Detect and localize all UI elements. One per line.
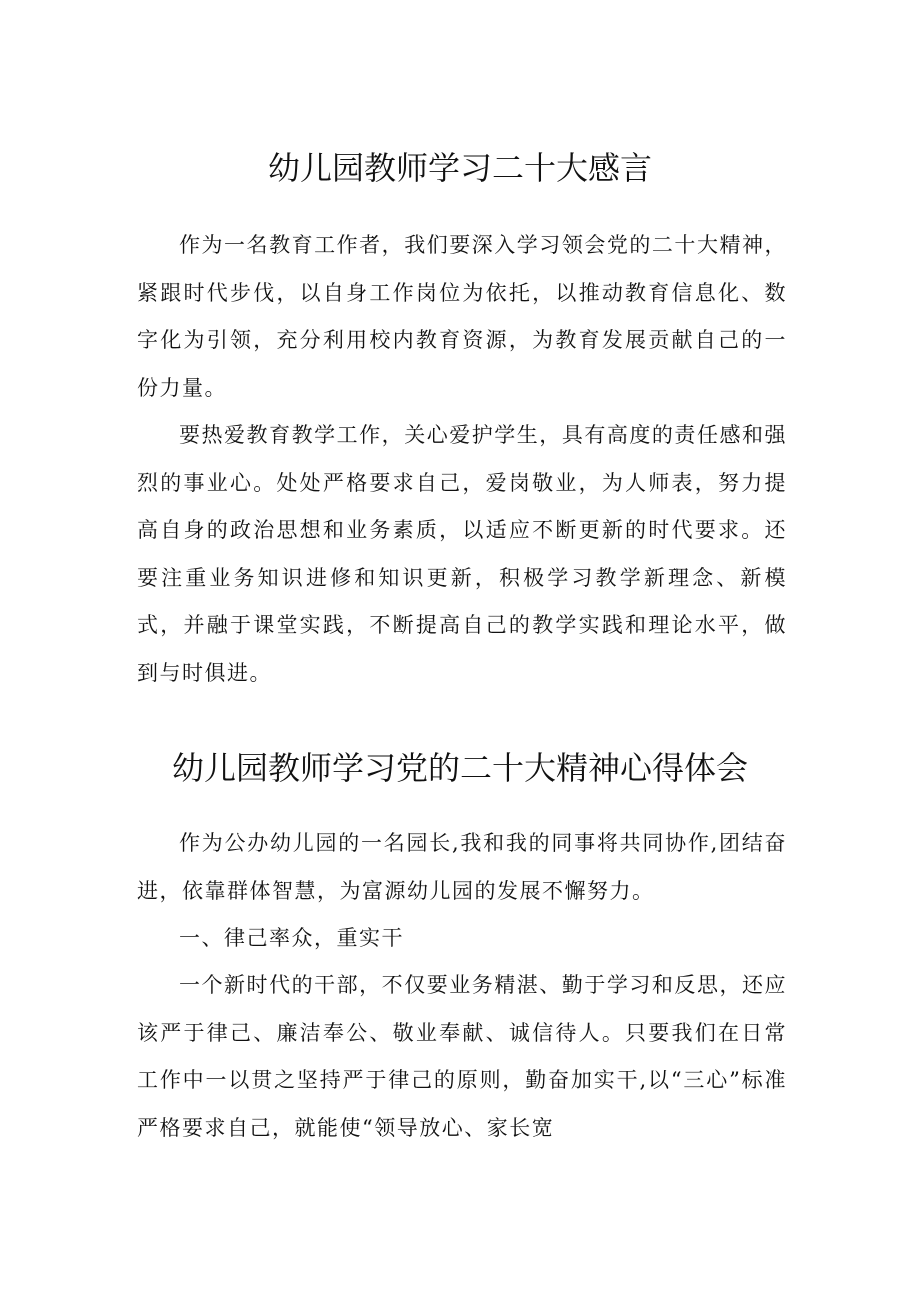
- paragraph: 要热爱教育教学工作，关心爱护学生，具有高度的责任感和强烈的事业心。处处严格要求自己，爱岗敬业，为人师表，努力提高自身的政治思想和业务素质，以适应不断更新的时代要求。还要注重业务知识进修和知识更新，积极学习教学新理念、新模式，并融于课堂实践，不断提高自己的教学实践和理论水平，做到与时俱进。: [137, 423, 787, 685]
- paragraph: 一个新时代的干部，不仅要业务精湛、勤于学习和反思，还应该严于律己、廉洁奉公、敬业奉献、诚信待人。只要我们在日常工作中一以贯之坚持严于律己的原则，勤奋加实干,以“三心”标准严格要求自己，就能使“领导放心、家长宽: [137, 973, 787, 1140]
- section-title: 幼儿园教师学习二十大感言: [267, 149, 652, 187]
- subheading: 一、律己率众，重实干: [179, 926, 404, 950]
- paragraph: 作为一名教育工作者，我们要深入学习领会党的二十大精神，紧跟时代步伐，以自身工作岗位为依托，以推动教育信息化、数字化为引领，充分利用校内教育资源，为教育发展贡献自己的一份力量。: [137, 233, 787, 400]
- section-title: 幼儿园教师学习党的二十大精神心得体会: [171, 749, 748, 787]
- paragraph: 作为公办幼儿园的一名园长,我和我的同事将共同协作,团结奋进，依靠群体智慧，为富源幼儿园的发展不懈努力。: [137, 831, 787, 903]
